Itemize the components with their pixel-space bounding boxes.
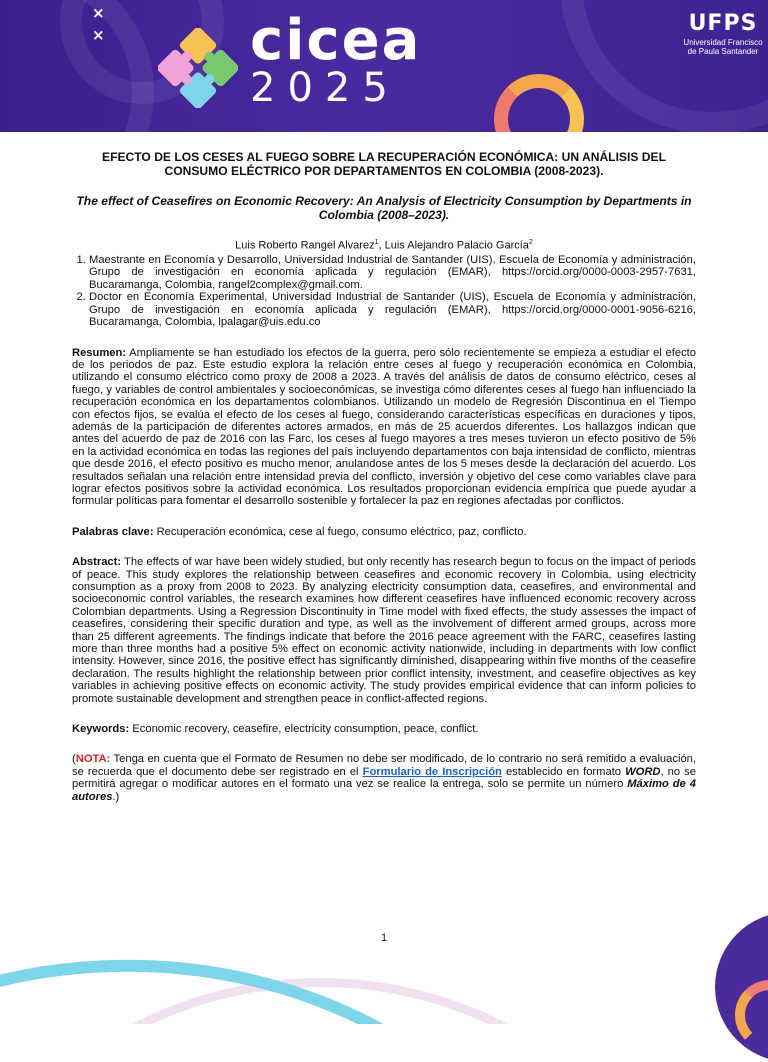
nota-text: , no se permitirá agregar o modificar autores en el formato una vez se realice la entrega, solo se permite un número: [72, 765, 696, 791]
author-sup: 1: [374, 239, 379, 246]
palabras-clave-paragraph: [72, 526, 696, 538]
author-name: Luis Roberto Rangel Alvarez: [235, 239, 375, 252]
keywords-text: Economic recovery, ceasefire, electricity consumption, peace, conflict.: [129, 723, 479, 736]
palabras-clave-label: Palabras clave:: [72, 525, 154, 538]
nota-open: (: [72, 753, 76, 766]
nota-text: establecido en formato: [501, 765, 626, 778]
close-icon: ×: [92, 26, 105, 44]
abstract-text: The effects of war have been widely studied, but only recently has research begun to focus on the impact of periods of peace. This study explores the relationship between ceasefires and economic recovery in Colombia, using electricity consumption as a proxy from 2008 to 2023. By analyzing electricity consumption data, ceasefires, and environmental and socioeconomic control variables, the research examines how different ceasefires have influenced economic recovery across Colombian departments. Using a Regression Discontinuity in Time model with fixed effects, the study assesses the impact of ceasefires, considering their specific duration and type, as well as the involvement of different armed groups, across more than 25 different agreements. The findings indicate that before the 2016 peace agreement with the FARC, ceasefires lasting more than three months had a positive 5% effect on economic activity nationwide, including in departments with low conflict intensity. However, since 2016, the positive effect has significantly diminished, disappearing within five months of the ceasefire declaration. The results highlight the relationship between prior conflict intensity, investment, and ceasefire objectives as key variables in achieving positive effects on economic activity. The study provides empirical evidence that can inform policies to promote sustainable development and strengthen peace in conflict-affected regions.: [72, 556, 696, 705]
resumen-label: Resumen:: [72, 346, 127, 359]
university-monogram: UFPS: [688, 11, 758, 36]
keywords-paragraph: [72, 723, 696, 735]
university-logo: [680, 11, 766, 56]
palabras-clave-text: Recuperación económica, cese al fuego, consumo eléctrico, paz, conflicto.: [153, 525, 527, 538]
logo-wordmark: cicea: [250, 8, 422, 73]
affiliation-item: 1. Maestrante en Economía y Desarrollo, Universidad Industrial de Santander (UIS), Escuela de Economía y administración, Grupo de investigación en economía aplicada y regulación (EMAR), https://orcid.org/0000-0003-2957-7631, Bucaramanga, Colombia, rangel2complex@gmail.com.: [89, 254, 696, 291]
nota-word: WORD: [625, 765, 661, 778]
abstract-paragraph: [72, 556, 696, 705]
resumen-text: Ampliamente se han estudiado los efectos de la guerra, pero sólo recientemente se empieza a estudiar el efecto de los periodos de paz. Este estudio explora la relación entre ceses al fuego y recuperación económica en Colombia, utilizando el consumo eléctrico como proxy de 2008 a 2023. A través del análisis de datos de consumo eléctrico, ceses al fuego, y variables de control ambientales y socioeconómicas, se investiga cómo diferentes ceses al fuego han influenciado la recuperación económica en los departamentos colombianos. Utilizando un modelo de Regresión Discontinua en el Tiempo con efectos fijos, se evalúa el efecto de los ceses al fuego, considerando características específicas en duraciones y tipos, además de la participación de diferentes actores armados, en más de 25 acuerdos diferentes. Los hallazgos indican que antes del acuerdo de paz de 2016 con las Farc, los ceses al fuego mayores a tres meses tuvieron un efecto positivo de 5% en la actividad económica en todas las regiones del país incluyendo departamentos con baja intensidad de conflicto, mientras que desde 2016, el efecto positivo es mucho menor, anulandose antes de los 5 meses desde la declaración del acuerdo. Los resultados señalan una relación entre intensidad previa del conflicto, inversión y objetivo del cese como variables clave para lograr efectos positivos sobre la actividad económica. Los resultados proporcionan evidencia empírica que puede ayudar a formular políticas para fomentar el desarrollo sostenible y fortalecer la paz en regiones afectadas por conflictos.: [72, 346, 696, 508]
keywords-label: Keywords:: [72, 723, 130, 736]
university-name: Universidad Francisco de Paula Santander: [683, 38, 763, 56]
affiliation-item: 2. Doctor en Economía Experimental, Universidad Industrial de Santander (UIS), Escuela de Economía y administración, Grupo de investigación en economía aplicada y regulación (EMAR), https://orcid.org/0000-0001-9056-6216, Bucaramanga, Colombia, lpalagar@uis.edu.co: [89, 291, 696, 328]
header-banner: [0, 0, 768, 132]
author-separator: ,: [378, 239, 385, 252]
author-sup: 2: [528, 239, 533, 246]
paper-body: [72, 150, 696, 803]
abstract-label: Abstract:: [72, 556, 122, 569]
authors-line: [72, 237, 696, 252]
affiliations-list: [72, 254, 696, 328]
formulario-inscripcion-link[interactable]: Formulario de Inscripción: [362, 765, 502, 778]
logo-year: 2025: [250, 65, 400, 111]
paper-title-es: EFECTO DE LOS CESES AL FUEGO SOBRE LA RECUPERACIÓN ECONÓMICA: UN ANÁLISIS DEL CONSUMO ELÉCTRICO POR DEPARTAMENTOS EN COLOMBIA (2008-2023).: [102, 150, 666, 178]
footer-decor: [0, 958, 768, 1024]
author-name: Luis Alejandro Palacio García: [384, 239, 529, 252]
nota-label: NOTA:: [75, 753, 111, 766]
page-number: 1: [380, 932, 388, 944]
puzzle-logo-icon: [158, 28, 238, 108]
nota-paragraph: [72, 753, 696, 803]
resumen-paragraph: [72, 347, 696, 508]
nota-text: Tenga en cuenta que el Formato de Resumen no debe ser modificado, de lo contrario no será remitido a evaluación, se recuerda que el documento debe ser registrado en el: [72, 753, 696, 778]
decor-arc: [494, 74, 584, 132]
nota-close: .): [112, 790, 120, 803]
nota-max-autores: Máximo de 4 autores: [72, 778, 696, 803]
paper-title-en: The effect of Ceasefires on Economic Recovery: An Analysis of Electricity Consumption by Departments in Colombia (2008–2023).: [76, 194, 692, 222]
close-icon: ×: [92, 4, 105, 22]
